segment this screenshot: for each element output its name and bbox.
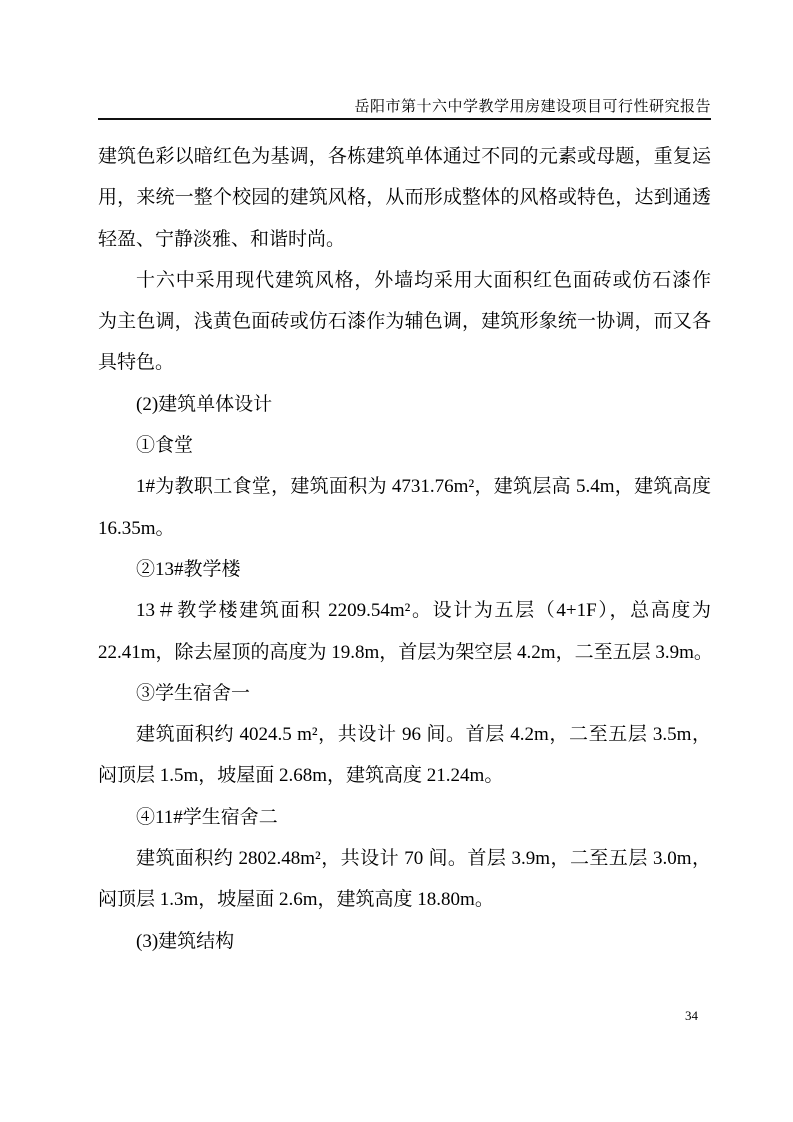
heading-building-unit-design: [98, 384, 711, 425]
page-footer: [652, 1008, 698, 1024]
text-line: 轻盈、宁静淡雅、和谐时尚。: [98, 228, 346, 250]
text-line: (3)建筑结构: [136, 930, 235, 952]
text-line: 建筑面积约 4024.5 m²，共设计 96 间。首层 4.2m，二至五层 3.5m，: [136, 724, 711, 746]
text-line: ①食堂: [136, 435, 194, 457]
document-body: [98, 136, 711, 962]
report-title: 岳阳市第十六中学教学用房建设项目可行性研究报告: [354, 99, 711, 115]
text-line: 闷顶层 1.3m，坡屋面 2.6m，建筑高度 18.80m。: [98, 889, 494, 911]
paragraph-student-dormitory-1-details: [98, 714, 711, 797]
paragraph-canteen-details: [98, 466, 711, 549]
text-line: ④11#学生宿舍二: [136, 806, 278, 828]
text-line: 16.35m。: [98, 517, 175, 539]
text-line: 为主色调，浅黄色面砖或仿石漆作为辅色调，建筑形象统一协调，而又各: [98, 311, 711, 333]
text-line: 用，来统一整个校园的建筑风格，从而形成整体的风格或特色，达到通透: [98, 187, 711, 209]
heading-student-dormitory-2: [98, 797, 711, 838]
paragraph-teaching-building-13-details: [98, 590, 711, 673]
paragraph-building-color: [98, 136, 711, 260]
paragraph-student-dormitory-2-details: [98, 838, 711, 921]
heading-building-structure: [98, 921, 711, 962]
text-line: ②13#教学楼: [136, 558, 241, 580]
paragraph-architectural-style: [98, 260, 711, 384]
page-number: 34: [685, 1008, 698, 1023]
text-line: 建筑面积约 2802.48m²，共设计 70 间。首层 3.9m，二至五层 3.0m，: [136, 848, 711, 870]
page-header: [98, 98, 711, 120]
heading-teaching-building-13: [98, 549, 711, 590]
text-line: 13＃教学楼建筑面积 2209.54m²。设计为五层（4+1F），总高度为: [136, 600, 711, 622]
text-line: 1#为教职工食堂，建筑面积为 4731.76m²，建筑层高 5.4m，建筑高度: [136, 476, 711, 498]
text-line: 十六中采用现代建筑风格，外墙均采用大面积红色面砖或仿石漆作: [136, 269, 711, 291]
text-line: ③学生宿舍一: [136, 682, 251, 704]
heading-student-dormitory-1: [98, 673, 711, 714]
text-line: 具特色。: [98, 352, 175, 374]
text-line: 建筑色彩以暗红色为基调，各栋建筑单体通过不同的元素或母题，重复运: [98, 146, 711, 167]
text-line: (2)建筑单体设计: [136, 393, 273, 415]
heading-canteen: [98, 425, 711, 466]
text-line: 闷顶层 1.5m，坡屋面 2.68m，建筑高度 21.24m。: [98, 765, 504, 787]
text-line: 22.41m，除去屋顶的高度为 19.8m，首层为架空层 4.2m，二至五层 3.9m。: [98, 641, 713, 663]
